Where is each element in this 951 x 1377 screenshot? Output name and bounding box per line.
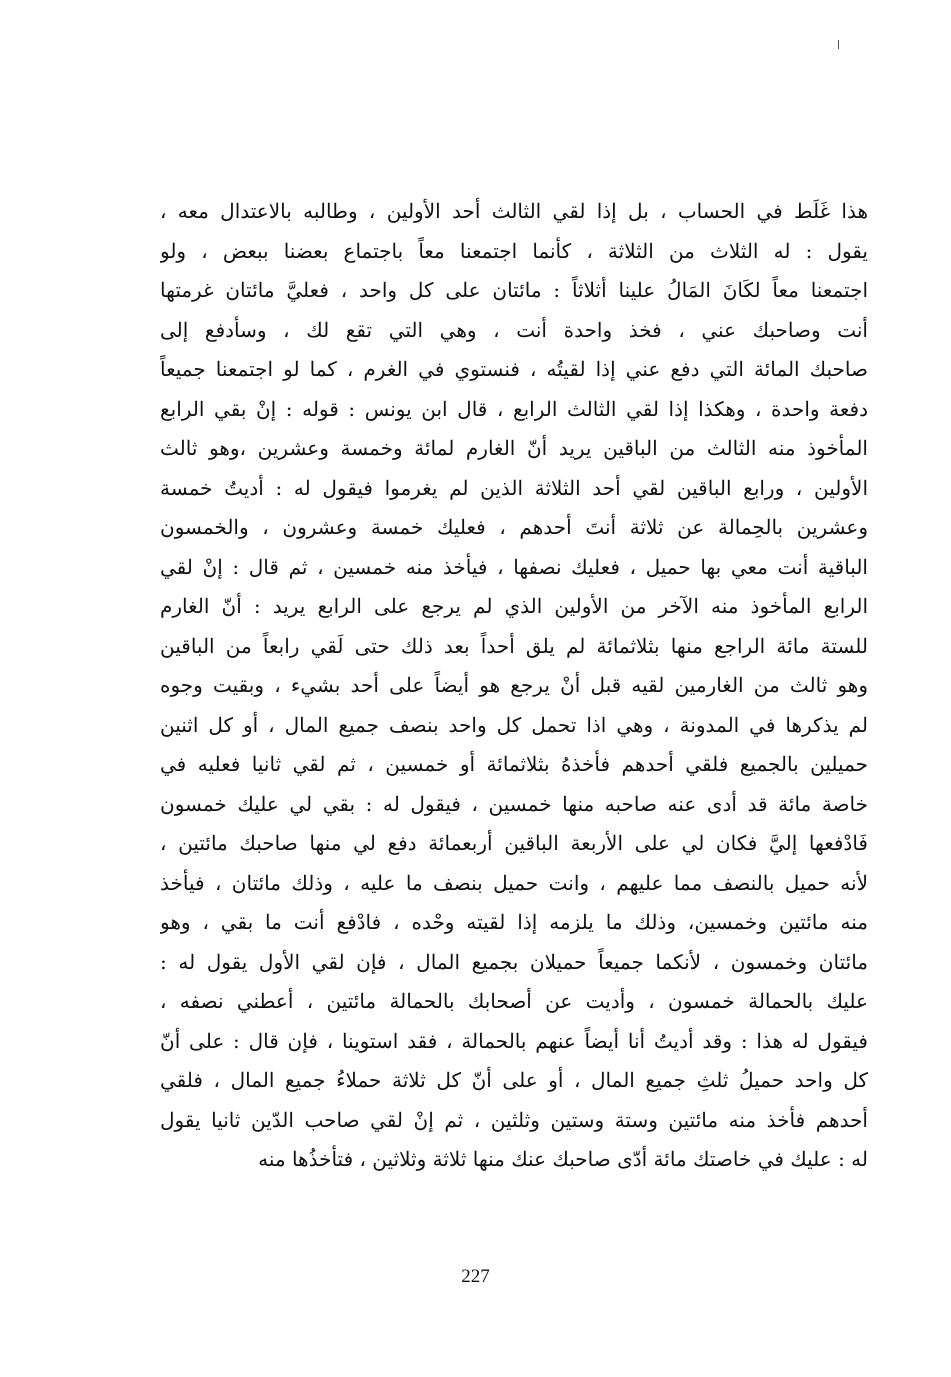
corner-mark [838,40,839,49]
text-line: أحدهم فأخذ منه مائتين وستة وستين وثلثين ، ثم إنْ لقي صاحب الدّين ثانيا يقول [160,1107,868,1132]
text-line: الرابع المأخوذ منه الآخر من الأولين الذي لم يرجع على الرابع يريد : أنّ الغارم [160,594,868,618]
text-line: المأخوذ منه الثالث من الباقين يريد أنّ الغارم لمائة وخمسة وعشرين ،وهو ثالث [160,436,868,460]
text-line: حميلين بالجميع فلقي أحدهم فأخذهُ بثلاثمائة أو خمسين ، ثم لقي ثانيا فعليه في [160,752,868,776]
text-line: خاصة مائة قد أدى عنه صاحبه منها خمسين ، فيقول له : بقي لي عليك خمسون [160,791,868,816]
text-line: الباقية أنت معي بها حميل ، فعليك نصفها ، فيأخذ منه خمسين ، ثم قال : إنْ لقي [160,554,868,579]
text-line: صاحبك المائة التي دفع عني إذا لقيتُه ، فنستوي في الغرم ، كما لو اجتمعنا جميعاً [160,357,868,381]
text-line: له : عليك في خاصتك مائة أدّى صاحبك عنك منها ثلاثة وثلاثين ، فتأخذُها منه [258,1147,868,1171]
text-line: وعشرين بالحِمالة عن ثلاثة أنتَ أحدهم ، فعليك خمسة وعشرون ، والخمسون [160,515,868,539]
text-line: الأولين ، ورابع الباقين لقي أحد الثلاثة الذين لم يغرموا فيقول له : أديتُ خمسة [160,475,868,500]
text-line: للستة مائة الراجع منها بثلاثمائة لم يلق أحداً بعد ذلك حتى لَقي رابعاً من الباقين [160,633,868,658]
text-line: كل واحد حميلُ ثلثِ جميع المال ، أو على أنّ كل ثلاثة حملاءُ جميع المال ، فلقي [160,1068,868,1092]
text-line: مائتان وخمسون ، لأنكما جميعاً حميلان بجميع المال ، فإن لقي الأول يقول له : [160,949,868,974]
body-text [160,192,868,1180]
text-line: اجتمعنا معاً لكَانَ المَالُ علينا أثلاثاً : مائتان على كل واحد ، فعليَّ مائتان غرمتها [160,278,868,302]
page-number: 227 [461,1266,490,1287]
text-line: لم يذكرها في المدونة ، وهي اذا تحمل كل واحد بنصف جميع المال ، أو كل اثنين [160,712,868,737]
text-line: عليك بالحمالة خمسون ، وأديت عن أصحابك بالحمالة مائتين ، أعطني نصفه ، [160,989,868,1013]
text-line: وهو ثالث من الغارمين لقيه قبل أنْ يرجع هو أيضاً على أحد بشيء ، وبقيت وجوه [160,673,868,697]
text-line: فَادْفعها إليَّ فكان لي على الأربعة الباقين أربعمائة دفع لي منها صاحبك مائتين ، [160,831,868,855]
text-line: هذا غَلَط في الحساب ، بل إذا لقي الثالث أحد الأولين ، وطالبه بالاعتدال معه ، [160,199,868,223]
text-line: دفعة واحدة ، وهكذا إذا لقي الثالث الرابع ، قال ابن يونس : قوله : إنْ بقي الرابع [160,396,868,421]
text-line: منه مائتين وخمسين، وذلك ما يلزمه إذا لقيته وحْده ، فادْفع أنت ما بقي ، وهو [160,910,868,934]
text-line: لأنه حميل بالنصف مما عليهم ، وانت حميل بنصف ما عليه ، وذلك مائتان ، فيأخذ [160,870,868,895]
text-line: يقول : له الثلاث من الثلاثة ، كأنما اجتمعنا معاً باجتماع بعضنا ببعض ، ولو [160,238,868,263]
text-line: فيقول له هذا : وقد أديتُ أنا أيضاً عنهم بالحمالة ، فقد استوينا ، فإن قال : على أنّ [160,1028,868,1053]
text-line: أنت وصاحبك عني ، فخذ واحدة أنت ، وهي التي تقع لك ، وسأدفع إلى [160,317,868,342]
